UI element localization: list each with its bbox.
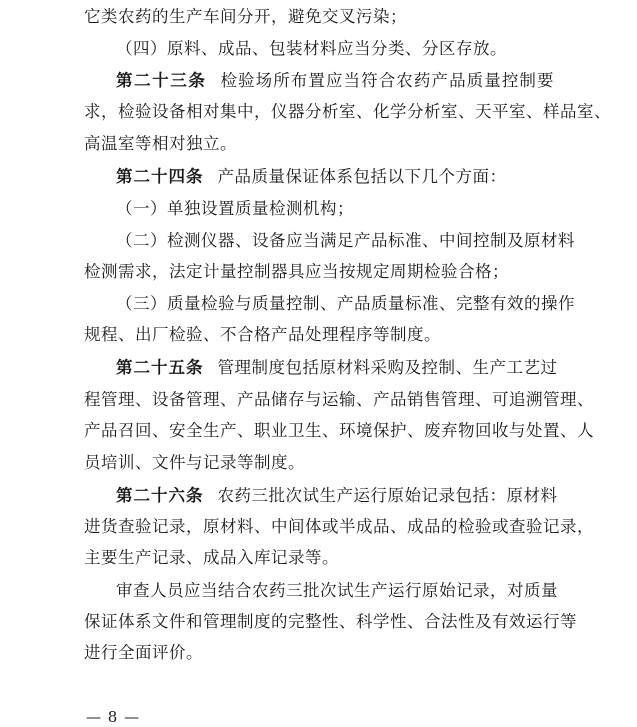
paragraph-line: 员培训、文件与记录等制度。: [84, 453, 305, 472]
article-26-text: 农药三批次试生产运行原始记录包括：原材料: [217, 486, 558, 505]
article-25-first-line: [116, 357, 558, 379]
article-23-heading: 第二十三条: [116, 71, 207, 90]
article-24-heading: 第二十四条: [116, 167, 204, 186]
paragraph-line: 进货查验记录，原材料、中间体或半成品、成品的检验或查验记录，: [84, 517, 594, 536]
paragraph-line: 产品召回、安全生产、职业卫生、环境保护、废弃物回收与处置、人: [84, 421, 594, 440]
paragraph-line: （二）检测仪器、设备应当满足产品标准、中间控制及原材料: [116, 231, 575, 250]
article-23-first-line: [116, 70, 554, 92]
article-26-heading: 第二十六条: [116, 486, 204, 505]
paragraph-line: （三）质量检验与质量控制、产品质量标准、完整有效的操作: [116, 294, 575, 313]
paragraph-line: 程管理、设备管理、产品储存与运输、产品销售管理、可追溯管理、: [84, 390, 594, 409]
paragraph-line: 保证体系文件和管理制度的完整性、科学性、合法性及有效运行等: [84, 612, 577, 631]
article-24-first-line: [116, 166, 554, 188]
paragraph-line: 审查人员应当结合农药三批次试生产运行原始记录，对质量: [116, 581, 558, 600]
paragraph-line: 规程、出厂检验、不合格产品处理程序等制度。: [84, 325, 441, 344]
paragraph-line: 它类农药的生产车间分开，避免交叉污染；: [84, 7, 407, 26]
paragraph-line: （四）原料、成品、包装材料应当分类、分区存放。: [116, 39, 507, 58]
paragraph-line: 主要生产记录、成品入库记录等。: [84, 548, 339, 567]
paragraph-line: 高温室等相对独立。: [84, 134, 237, 153]
article-26-first-line: [116, 485, 558, 507]
article-24-text: 产品质量保证体系包括以下几个方面：: [217, 167, 507, 186]
paragraph-line: 求，检验设备相对集中，仪器分析室、化学分析室、天平室、样品室、: [84, 102, 611, 121]
article-25-heading: 第二十五条: [116, 358, 204, 377]
article-25-text: 管理制度包括原材料采购及控制、生产工艺过: [217, 358, 558, 377]
paragraph-line: 进行全面评价。: [84, 643, 203, 662]
page-number: — 8 —: [86, 708, 141, 726]
paragraph-line: 检测需求，法定计量控制器具应当按规定周期检验合格；: [84, 262, 509, 281]
article-23-text: 检验场所布置应当符合农药产品质量控制要: [220, 71, 555, 90]
paragraph-line: （一）单独设置质量检测机构；: [116, 199, 354, 218]
